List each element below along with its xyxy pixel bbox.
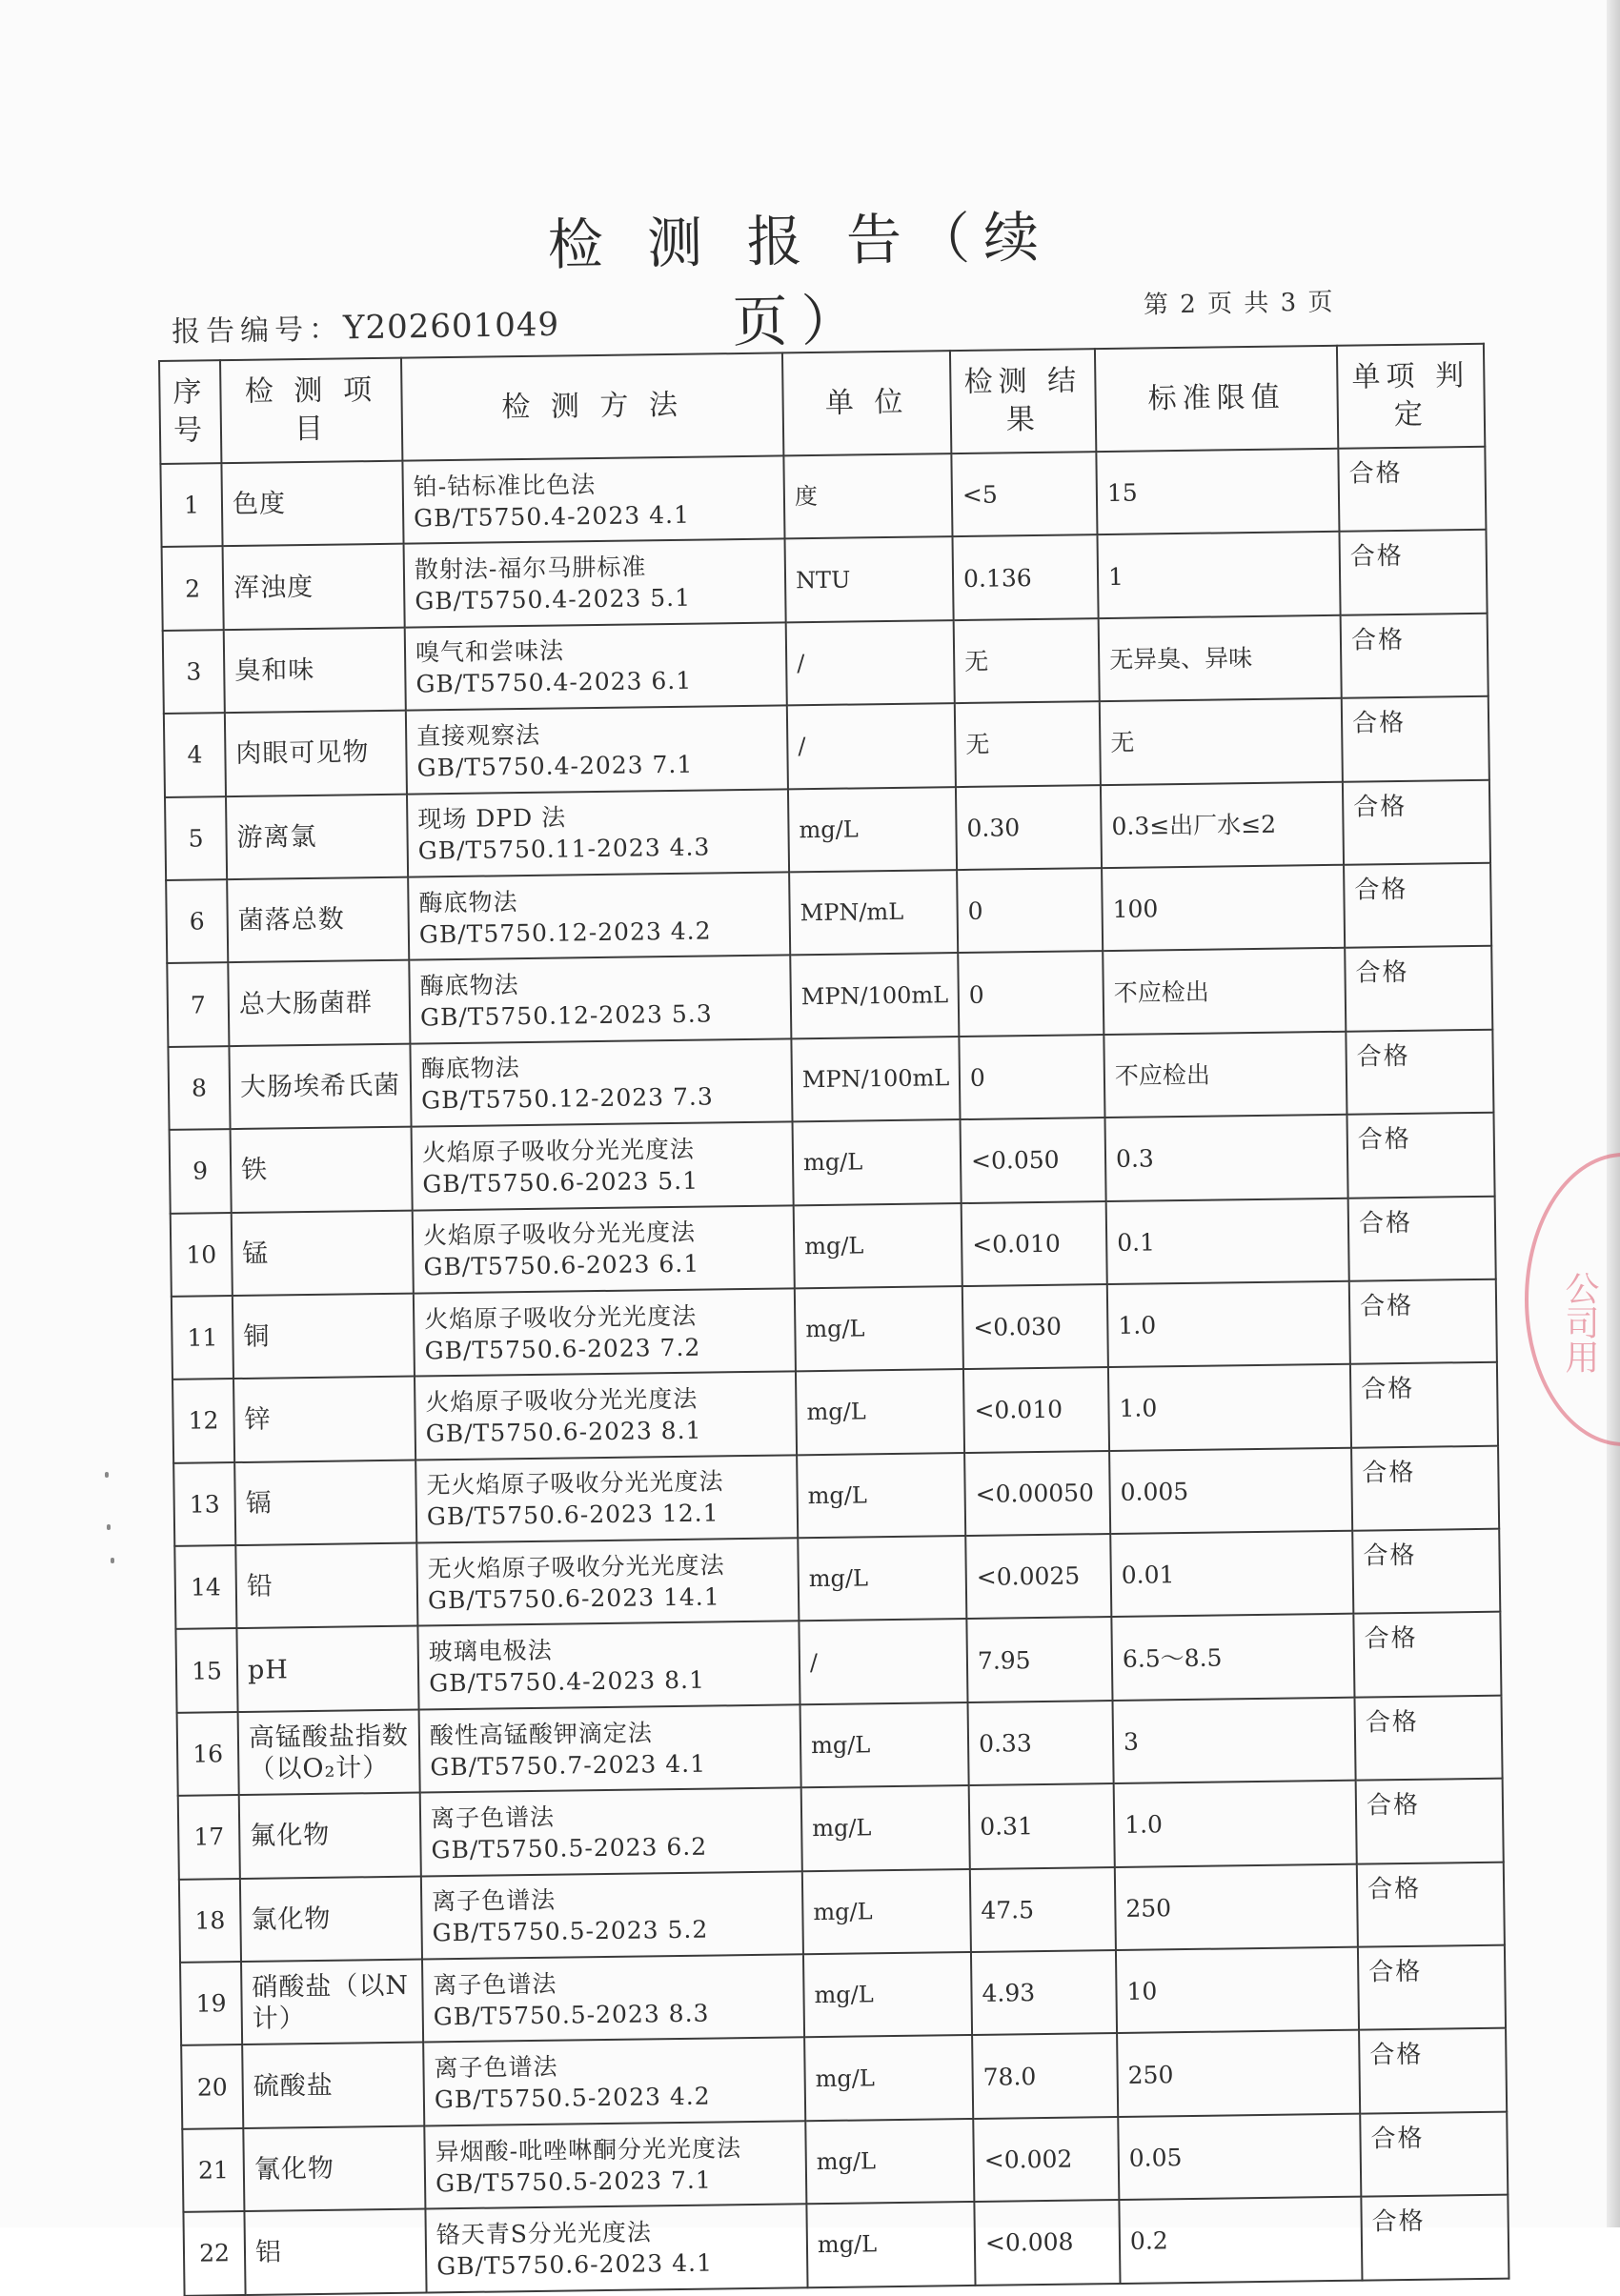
method-standard: GB/T5750.12-2023 5.3 [419, 999, 713, 1032]
page-indicator: 第 2 页 共 3 页 [1143, 288, 1333, 320]
row-number: 8 [168, 1046, 230, 1130]
method-standard: GB/T5750.6-2023 8.1 [425, 1416, 702, 1448]
results-table-wrapper [158, 343, 1508, 2296]
row-unit: mg/L [804, 2035, 973, 2121]
row-result: <0.010 [962, 1201, 1107, 1286]
row-result: 4.93 [971, 1950, 1117, 2035]
row-method [417, 1621, 800, 1710]
row-item: 肉眼可见物 [225, 711, 407, 796]
row-method [415, 1372, 797, 1460]
row-item: 色度 [221, 461, 403, 547]
row-method [421, 1871, 803, 1960]
row-method [405, 622, 787, 711]
row-number: 12 [172, 1379, 234, 1462]
row-result: 0.31 [969, 1783, 1115, 1868]
row-number: 15 [175, 1629, 237, 1713]
row-limit: 100 [1102, 865, 1345, 952]
method-name: 酸性高锰酸钾滴定法 [429, 1718, 654, 1749]
row-limit: 1 [1097, 532, 1340, 618]
method-name: 火焰原子吸收分光光度法 [424, 1301, 698, 1334]
row-limit: 1.0 [1114, 1781, 1357, 1867]
row-method [402, 455, 784, 544]
row-verdict: 合格 [1356, 1779, 1504, 1863]
table-row [183, 2195, 1509, 2296]
method-name: 散射法-福尔马肼标准 [414, 553, 647, 584]
row-method [424, 2121, 806, 2209]
method-name: 离子色谱法 [434, 2052, 558, 2083]
row-method [425, 2204, 807, 2292]
row-result: <0.030 [962, 1284, 1108, 1369]
row-limit: 1.0 [1108, 1364, 1351, 1451]
header-item: 检 测 项 目 [220, 358, 402, 463]
row-unit: MPN/100mL [790, 953, 959, 1038]
row-limit: 10 [1116, 1947, 1359, 2034]
row-unit: / [786, 620, 955, 706]
row-limit: 1.0 [1107, 1281, 1350, 1368]
report-number-line [172, 302, 560, 350]
row-verdict: 合格 [1350, 1362, 1498, 1447]
row-unit: 度 [783, 453, 952, 539]
method-standard: GB/T5750.6-2023 12.1 [426, 1499, 719, 1531]
row-limit: 0.1 [1106, 1198, 1349, 1284]
row-number: 19 [180, 1962, 242, 2045]
row-verdict: 合格 [1344, 863, 1491, 948]
row-verdict: 合格 [1338, 447, 1486, 532]
row-number: 2 [162, 547, 224, 631]
method-standard: GB/T5750.6-2023 14.1 [427, 1582, 720, 1615]
scan-speck [105, 1472, 109, 1478]
row-limit: 6.5～8.5 [1111, 1614, 1354, 1701]
row-number: 6 [166, 879, 228, 963]
row-limit: 3 [1113, 1698, 1356, 1784]
method-standard: GB/T5750.6-2023 6.1 [423, 1249, 700, 1281]
row-item: 硫酸盐 [242, 2043, 424, 2128]
row-result: <0.010 [963, 1367, 1109, 1452]
scan-speck [107, 1524, 111, 1530]
row-limit: 无异臭、异味 [1099, 615, 1342, 702]
table-header-row [159, 344, 1485, 464]
row-verdict: 合格 [1361, 2195, 1509, 2280]
scan-edge [1607, 0, 1620, 2227]
row-unit: mg/L [803, 1952, 972, 2038]
row-verdict: 合格 [1352, 1529, 1500, 1614]
row-number: 9 [170, 1129, 232, 1213]
row-method [419, 1704, 801, 1793]
row-method [413, 1205, 795, 1294]
header-seq: 序 号 [159, 360, 221, 464]
row-item: 铅 [235, 1543, 417, 1629]
row-item: 铁 [231, 1127, 413, 1213]
row-unit: / [799, 1619, 967, 1704]
method-name: 铬天青S分光光度法 [435, 2218, 653, 2249]
row-verdict: 合格 [1339, 530, 1487, 614]
row-number: 10 [171, 1213, 233, 1297]
method-standard: GB/T5750.5-2023 7.1 [435, 2165, 712, 2197]
row-number: 4 [164, 713, 226, 796]
row-method [407, 789, 789, 877]
row-verdict: 合格 [1354, 1696, 1502, 1781]
row-verdict: 合格 [1345, 946, 1492, 1031]
row-item: 菌落总数 [227, 877, 409, 963]
row-item: 总大肠菌群 [228, 960, 410, 1046]
header-limit: 标准限值 [1095, 346, 1338, 452]
header-result: 检测 结果 [950, 349, 1096, 453]
row-item: 游离氯 [226, 794, 408, 879]
row-method [404, 539, 786, 628]
report-number-value: Y202601049 [342, 305, 560, 348]
row-unit: mg/L [788, 787, 957, 873]
row-unit: mg/L [798, 1536, 966, 1621]
row-item: 镉 [234, 1460, 416, 1545]
method-standard: GB/T5750.4-2023 7.1 [416, 750, 694, 782]
row-verdict: 合格 [1347, 1113, 1494, 1198]
row-limit: 0.005 [1109, 1447, 1352, 1534]
scan-speck [111, 1558, 114, 1563]
method-name: 嗅气和尝味法 [415, 636, 565, 667]
method-standard: GB/T5750.6-2023 7.2 [424, 1333, 701, 1365]
method-name: 异烟酸-吡唑啉酮分光光度法 [435, 2133, 742, 2165]
method-name: 直接观察法 [416, 720, 541, 751]
row-result: <0.050 [961, 1118, 1106, 1202]
row-number: 17 [178, 1795, 240, 1879]
row-result: 47.5 [970, 1867, 1116, 1952]
row-limit: 0.01 [1110, 1531, 1353, 1618]
method-standard: GB/T5750.6-2023 4.1 [436, 2248, 714, 2281]
row-number: 5 [165, 796, 227, 880]
method-name: 酶底物法 [419, 971, 519, 1000]
method-standard: GB/T5750.12-2023 7.3 [421, 1082, 714, 1115]
row-item: 锌 [233, 1377, 415, 1462]
method-standard: GB/T5750.5-2023 5.2 [432, 1915, 709, 1947]
row-number: 11 [172, 1296, 233, 1380]
row-result: <0.008 [974, 2200, 1120, 2285]
row-unit: mg/L [796, 1369, 964, 1455]
row-method [420, 1788, 802, 1877]
row-number: 16 [177, 1712, 239, 1796]
row-item: 锰 [232, 1210, 414, 1296]
row-item: 浑浊度 [223, 544, 405, 630]
row-limit: 0.05 [1118, 2113, 1361, 2200]
row-verdict: 合格 [1342, 696, 1489, 781]
row-method [406, 706, 788, 795]
row-method [408, 872, 790, 960]
row-method [416, 1538, 799, 1626]
row-method [422, 1954, 804, 2043]
row-unit: / [787, 703, 956, 789]
method-name: 离子色谱法 [430, 1803, 556, 1833]
row-number: 3 [163, 630, 225, 714]
page-title: 检 测 报 告（续页） [547, 204, 1053, 355]
row-verdict: 合格 [1359, 2028, 1507, 2113]
row-method [412, 1121, 794, 1210]
row-limit: 不应检出 [1104, 1031, 1347, 1118]
row-result: 78.0 [972, 2033, 1118, 2118]
row-limit: 0.3≤出厂水≤2 [1101, 781, 1344, 868]
row-method [415, 1455, 798, 1543]
header-unit: 单 位 [782, 351, 951, 455]
method-standard: GB/T5750.5-2023 4.2 [434, 2082, 711, 2114]
row-unit: mg/L [794, 1203, 962, 1289]
method-name: 现场 DPD 法 [417, 803, 567, 834]
row-method [410, 1038, 792, 1127]
row-number: 18 [179, 1879, 241, 1963]
row-result: 0.136 [952, 535, 1098, 620]
row-number: 22 [183, 2211, 245, 2295]
row-verdict: 合格 [1360, 2111, 1508, 2196]
method-standard: GB/T5750.11-2023 4.3 [417, 833, 711, 865]
row-verdict: 合格 [1349, 1279, 1497, 1364]
row-limit: 15 [1096, 449, 1339, 535]
method-name: 火焰原子吸收分光光度法 [421, 1135, 696, 1167]
row-limit: 不应检出 [1103, 948, 1346, 1035]
row-verdict: 合格 [1341, 614, 1488, 698]
row-method [414, 1288, 796, 1377]
row-unit: mg/L [806, 2202, 975, 2287]
row-verdict: 合格 [1351, 1445, 1499, 1530]
red-seal-stamp: 公司用 [1525, 1153, 1620, 1446]
row-result: 无 [954, 618, 1100, 703]
row-unit: mg/L [802, 1869, 971, 1955]
row-result: 0.33 [968, 1701, 1114, 1785]
row-item: 高锰酸盐指数（以O₂计） [238, 1709, 420, 1795]
row-verdict: 合格 [1346, 1029, 1493, 1114]
method-name: 离子色谱法 [433, 1969, 557, 2000]
method-standard: GB/T5750.4-2023 8.1 [429, 1665, 706, 1698]
row-number: 21 [182, 2128, 244, 2212]
method-name: 无火焰原子吸收分光光度法 [426, 1467, 724, 1500]
row-limit: 无 [1100, 698, 1343, 785]
row-unit: MPN/mL [789, 870, 958, 956]
row-result: 0 [958, 951, 1104, 1036]
row-result: 0 [957, 868, 1103, 953]
row-result: <5 [951, 452, 1097, 536]
row-limit: 250 [1117, 2030, 1360, 2117]
row-limit: 0.2 [1119, 2197, 1362, 2284]
method-standard: GB/T5750.12-2023 4.2 [418, 916, 712, 949]
method-standard: GB/T5750.6-2023 5.1 [422, 1166, 699, 1198]
method-name: 火焰原子吸收分光光度法 [422, 1218, 697, 1250]
row-method [409, 956, 791, 1044]
row-result: 0 [959, 1035, 1104, 1119]
row-number: 13 [173, 1462, 235, 1546]
row-result: 7.95 [966, 1617, 1112, 1702]
row-result: 无 [955, 701, 1101, 786]
row-verdict: 合格 [1358, 1945, 1506, 2030]
row-unit: mg/L [805, 2119, 974, 2205]
report-number-label: 报告编号： [171, 312, 344, 350]
method-name: 酶底物法 [418, 887, 518, 917]
row-result: <0.00050 [964, 1451, 1110, 1536]
method-name: 离子色谱法 [432, 1886, 557, 1916]
method-name: 铂-钴标准比色法 [413, 470, 597, 501]
method-standard: GB/T5750.4-2023 4.1 [414, 500, 691, 533]
row-result: <0.0025 [965, 1534, 1111, 1619]
row-result: <0.002 [973, 2117, 1119, 2202]
row-verdict: 合格 [1348, 1196, 1496, 1280]
row-number: 1 [160, 463, 222, 547]
method-name: 无火焰原子吸收分光光度法 [427, 1551, 725, 1583]
method-standard: GB/T5750.5-2023 6.2 [431, 1832, 708, 1864]
method-standard: GB/T5750.4-2023 6.1 [415, 667, 693, 698]
row-item: pH [236, 1626, 418, 1712]
row-unit: mg/L [797, 1453, 965, 1539]
row-item: 硝酸盐（以N计） [241, 1960, 423, 2045]
row-number: 20 [181, 2044, 243, 2128]
row-unit: mg/L [793, 1119, 962, 1205]
row-item: 臭和味 [224, 627, 406, 713]
row-item: 氟化物 [239, 1793, 421, 1879]
results-table [158, 343, 1509, 2296]
method-name: 酶底物法 [420, 1054, 520, 1083]
row-unit: mg/L [795, 1286, 963, 1372]
row-number: 14 [174, 1545, 236, 1629]
header-verdict: 单项 判定 [1337, 344, 1485, 449]
method-standard: GB/T5750.7-2023 4.1 [430, 1749, 707, 1781]
method-standard: GB/T5750.4-2023 5.1 [415, 583, 692, 615]
row-verdict: 合格 [1343, 779, 1490, 864]
row-limit: 0.3 [1104, 1115, 1347, 1201]
row-item: 大肠埃希氏菌 [229, 1043, 411, 1129]
row-verdict: 合格 [1357, 1862, 1505, 1946]
method-name: 玻璃电极法 [428, 1636, 553, 1666]
row-item: 氰化物 [243, 2125, 425, 2211]
row-unit: MPN/100mL [791, 1037, 960, 1122]
table-body [160, 447, 1509, 2296]
row-number: 7 [167, 962, 229, 1046]
row-unit: mg/L [801, 1785, 970, 1871]
row-unit: NTU [785, 536, 954, 622]
method-standard: GB/T5750.5-2023 8.3 [433, 1999, 710, 2031]
row-verdict: 合格 [1353, 1612, 1501, 1697]
row-item: 铝 [244, 2209, 426, 2295]
row-method [423, 2038, 805, 2126]
row-unit: mg/L [800, 1702, 969, 1788]
row-item: 铜 [233, 1293, 415, 1379]
row-item: 氯化物 [240, 1876, 422, 1962]
method-name: 火焰原子吸收分光光度法 [425, 1384, 699, 1417]
row-limit: 250 [1115, 1863, 1358, 1950]
header-method: 检 测 方 法 [401, 352, 783, 460]
row-result: 0.30 [956, 785, 1102, 870]
